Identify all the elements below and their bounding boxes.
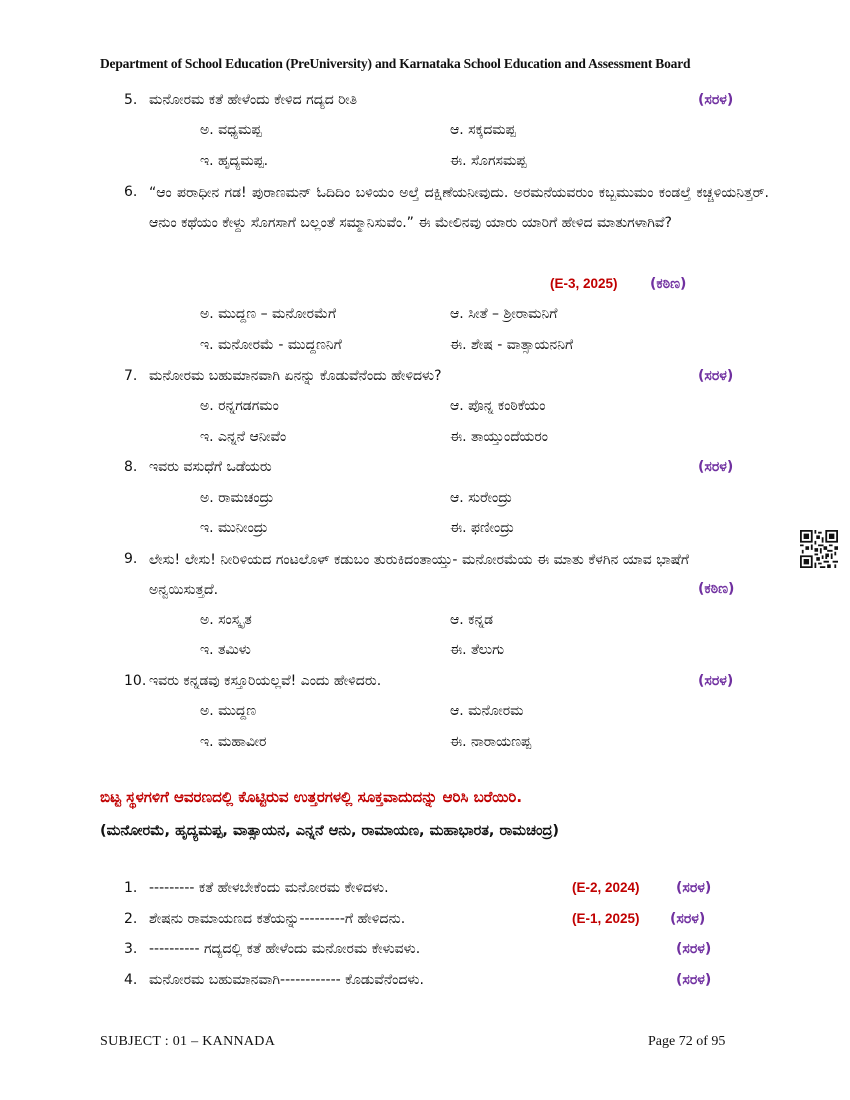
option-d: ಈ. ನಾರಾಯಣಪ್ಪ — [450, 734, 532, 750]
blank-item-3 — [0, 941, 850, 971]
difficulty-label: (ಸರಳ) — [676, 941, 712, 957]
item-number: 3. — [124, 941, 138, 957]
question-number: 10. — [124, 673, 147, 689]
option-b: ಆ. ಸೀತೆ – ಶ್ರೀರಾಮನಿಗೆ — [450, 306, 558, 322]
options-row — [0, 490, 850, 520]
exam-reference: (E-1, 2025) — [572, 911, 640, 926]
question-7 — [0, 368, 850, 398]
question-text: ಇವರು ವಸುಧೆಗೆ ಒಡೆಯರು — [149, 459, 272, 475]
question-text: ಲೇಸು! ಲೇಸು! ನೀರಿಳಿಯದ ಗಂಟಲೊಳ್ ಕಡುಬಂ ತುರುಕಿದಂತಾಯ್ತು- ಮನೋರಮೆಯ ಈ ಮಾತು ಕೆಳಗಿನ ಯಾವ ಭಾಷೆಗೆ ಅನ್ವಯಿಸುತ್ತದೆ. — [149, 552, 689, 598]
option-c: ಇ. ಹೃದ್ಯಮಪ್ಪ. — [200, 153, 269, 169]
option-a: ಅ. ಸಂಸ್ಕೃತ — [200, 612, 252, 628]
options-row — [0, 398, 850, 428]
question-number: 7. — [124, 368, 138, 384]
question-9 — [0, 551, 850, 613]
difficulty-label: (ಸರಳ) — [676, 972, 712, 988]
question-text: ಇವರು ಕನ್ನಡವು ಕಸ್ತೂರಿಯಲ್ಲವೆ! ಎಂದು ಹೇಳಿದರು. — [149, 673, 382, 689]
options-row — [0, 612, 850, 642]
footer-subject: SUBJECT : 01 – KANNADA — [100, 1034, 276, 1049]
item-number: 2. — [124, 911, 138, 927]
option-d: ಈ. ಸೊಗಸಮಪ್ಪ — [450, 153, 527, 169]
options-row — [0, 306, 850, 336]
item-number: 4. — [124, 972, 138, 988]
page-header: Department of School Education (PreUniversity) and Karnataka School Education and Assessment Board — [100, 56, 691, 71]
section-title: ಬಿಟ್ಟ ಸ್ಥಳಗಳಿಗೆ ಆವರಣದಲ್ಲಿ ಕೊಟ್ಟಿರುವ ಉತ್ತರಗಳಲ್ಲಿ ಸೂಕ್ತವಾದುದನ್ನು ಆರಿಸಿ ಬರೆಯಿರಿ. — [100, 788, 523, 806]
question-text: “ಆಂ ಪರಾಧೀನ ಗಡ! ಪುರಾಣಮನ್ ಓದಿದಿಂ ಬಳಿಯಂ ಅಲ್ತೆ ದಕ್ಷಿಣೆಯನೀವುದು. ಅರಮನೆಯವರುಂ ಕಬ್ಬಮುಮಂ ಕಂಡಲ್ತೆ ಕಚ್ಚಳಿಯನಿತ್ತರ್. ಆನುಂ ಕಥೆಯಂ ಕೇಳ್ದು ಸೊಗಸಾಗೆ ಬಲ್ಲಂತೆ ಸಮ್ಮಾನಿಸುವೆಂ.” ಈ ಮೇಲಿನವು ಯಾರು ಯಾರಿಗೆ ಹೇಳಿದ ಮಾತುಗಳಾಗಿವೆ? — [149, 185, 769, 231]
options-row — [0, 703, 850, 733]
option-a: ಅ. ರನ್ನಗಡಗಮಂ — [200, 398, 279, 414]
option-d: ಈ. ಶೇಷ - ವಾತ್ಸಾಯನನಿಗೆ — [450, 337, 574, 353]
question-text: ಮನೋರಮ ಬಹುಮಾನವಾಗಿ ಏನನ್ನು ಕೊಡುವೆನೆಂದು ಹೇಳಿದಳು? — [149, 368, 442, 384]
difficulty-label: (ಸರಳ) — [698, 92, 734, 108]
difficulty-label: (ಕಠಿಣ) — [650, 276, 687, 292]
item-number: 1. — [124, 880, 138, 896]
item-text: ಶೇಷನು ರಾಮಾಯಣದ ಕತೆಯನ್ನು---------ಗೆ ಹೇಳಿದನು. — [149, 911, 406, 927]
item-text: ಮನೋರಮ ಬಹುಮಾನವಾಗಿ------------ ಕೊಡುವೆನೆಂದಳು. — [149, 972, 424, 988]
question-6 — [0, 184, 850, 276]
difficulty-label: (ಕಠಿಣ) — [698, 581, 735, 597]
item-text: ---------- ಗದ್ಯದಲ್ಲಿ ಕತೆ ಹೇಳೆಂದು ಮನೋರಮ ಕೇಳುವಳು. — [149, 941, 421, 957]
blank-item-4 — [0, 972, 850, 1002]
question-10 — [0, 673, 850, 703]
question-number: 9. — [124, 551, 138, 567]
option-a: ಅ. ಮುದ್ದಣ — [200, 703, 257, 719]
question-number: 8. — [124, 459, 138, 475]
option-d: ಈ. ಫಣೀಂದ್ರು — [450, 520, 515, 536]
question-number: 6. — [124, 184, 138, 200]
word-bank: (ಮನೋರಮೆ, ಹೃದ್ಯಮಪ್ಪ, ವಾತ್ಸಾಯನ, ಎನ್ನನೆ ಆನು, ರಾಮಾಯಣ, ಮಹಾಭಾರತ, ರಾಮಚಂದ್ರ) — [100, 823, 560, 839]
option-b: ಆ. ಸಕ್ಕದಮಪ್ಪ — [450, 122, 516, 138]
option-c: ಇ. ಮನೋರಮೆ - ಮುದ್ದಣನಿಗೆ — [200, 337, 342, 353]
options-row — [0, 734, 850, 764]
question-5 — [0, 92, 850, 122]
option-a: ಅ. ವಧ್ಯಮಪ್ಪ — [200, 122, 262, 138]
options-row — [0, 122, 850, 152]
question-8 — [0, 459, 850, 489]
blank-item-2 — [0, 911, 850, 941]
option-c: ಇ. ಮುನೀಂದ್ರು — [200, 520, 268, 536]
option-c: ಇ. ಮಹಾವೀರ — [200, 734, 267, 750]
option-c: ಇ. ಎನ್ನನೆ ಆನೀವೆಂ — [200, 429, 287, 445]
difficulty-label: (ಸರಳ) — [676, 880, 712, 896]
option-c: ಇ. ತಮಿಳು — [200, 642, 251, 658]
option-d: ಈ. ತೆಲುಗು — [450, 642, 505, 658]
blank-item-1 — [0, 880, 850, 910]
option-a: ಅ. ರಾಮಚಂದ್ರು — [200, 490, 274, 506]
qr-code-icon — [800, 530, 838, 568]
option-b: ಆ. ಪೊನ್ನ ಕಂಠಿಕೆಯಂ — [450, 398, 546, 414]
option-d: ಈ. ತಾಯ್ತುಂದೆಯರಂ — [450, 429, 549, 445]
difficulty-label: (ಸರಳ) — [698, 673, 734, 689]
item-text: --------- ಕತೆ ಹೇಳಬೇಕೆಂದು ಮನೋರಮ ಕೇಳಿದಳು. — [149, 880, 389, 896]
option-b: ಆ. ಸುರೇಂದ್ರು — [450, 490, 513, 506]
options-row — [0, 642, 850, 672]
difficulty-label: (ಸರಳ) — [670, 911, 706, 927]
options-row — [0, 337, 850, 367]
footer-page-number: Page 72 of 95 — [648, 1034, 726, 1049]
exam-reference: (E-3, 2025) — [550, 276, 618, 291]
question-text: ಮನೋರಮ ಕತೆ ಹೇಳೆಂದು ಕೇಳಿದ ಗದ್ಯದ ರೀತಿ — [149, 92, 358, 108]
difficulty-label: (ಸರಳ) — [698, 459, 734, 475]
exam-reference: (E-2, 2024) — [572, 880, 640, 895]
difficulty-label: (ಸರಳ) — [698, 368, 734, 384]
question-number: 5. — [124, 92, 138, 108]
option-b: ಆ. ಮನೋರಮ — [450, 703, 524, 719]
option-b: ಆ. ಕನ್ನಡ — [450, 612, 494, 628]
options-row — [0, 429, 850, 459]
option-a: ಅ. ಮುದ್ದಣ – ಮನೋರಮೆಗೆ — [200, 306, 337, 322]
